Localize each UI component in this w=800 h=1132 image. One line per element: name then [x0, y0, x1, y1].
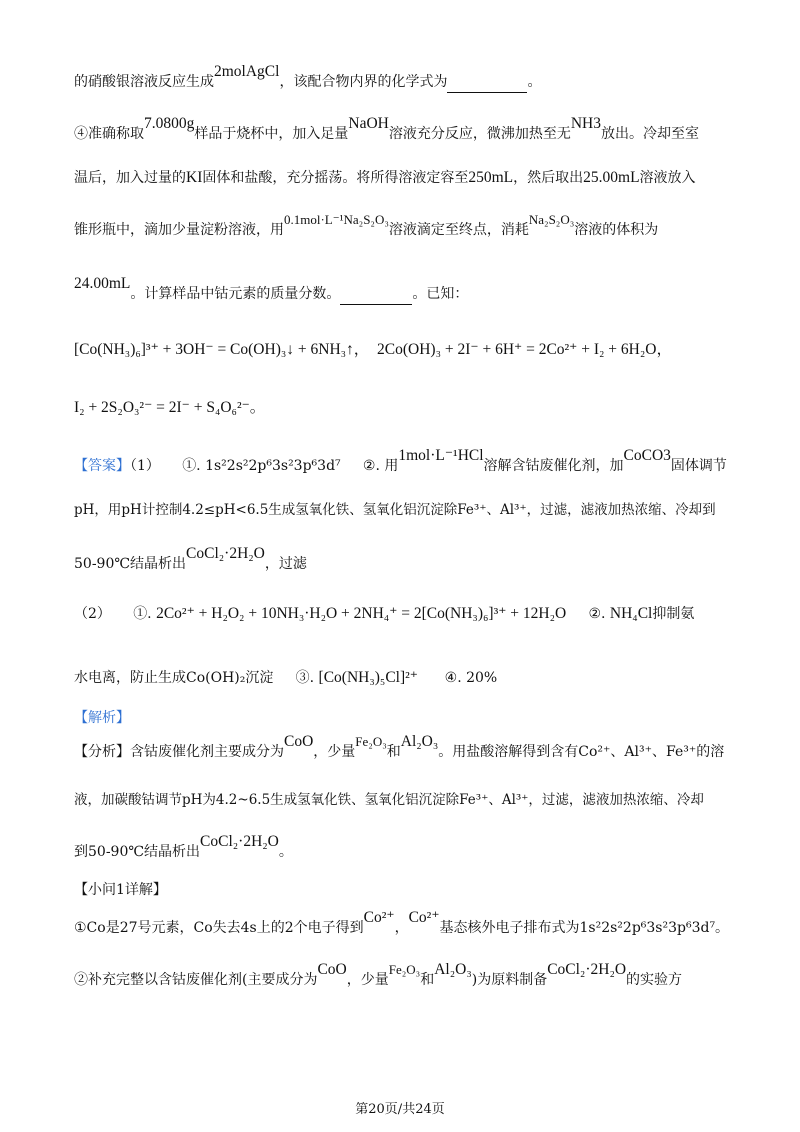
analysis-line	[74, 909, 760, 938]
text: 样品于烧杯中，加入足量	[194, 126, 349, 142]
sub-heading: 【小问1详解】	[74, 882, 167, 898]
formula: Na₂S₂O₃	[528, 212, 575, 227]
analysis-line	[74, 833, 760, 862]
text: 。计算样品中钴元素的质量分数。	[130, 286, 341, 302]
text: 固体调节	[670, 458, 727, 474]
page-footer: 第20页/共24页	[355, 1102, 445, 1117]
answer-blank	[340, 284, 412, 305]
formula: 24.00mL	[74, 275, 131, 292]
answer-blank	[447, 72, 527, 93]
text: 含钴废催化剂主要成分为	[130, 744, 284, 760]
formula: NH₄Cl	[609, 605, 653, 622]
formula: CoCl₂·2H₂O	[200, 833, 279, 850]
text: ，少量	[313, 744, 356, 760]
text: 的硝酸银溶液反应生成	[74, 74, 214, 90]
formula: 250mL	[468, 169, 514, 186]
analysis-line	[74, 790, 760, 810]
text: 溶液的体积为	[574, 222, 659, 238]
text: 。已知：	[412, 286, 469, 302]
answer-text: pH，用pH计控制4.2≤pH<6.5生成氢氧化铁、氢氧化铝沉淀除Fe³⁺、Al³⁺，过滤，滤液加热浓缩、冷却到	[74, 502, 716, 518]
answer-line	[74, 545, 760, 574]
analysis-heading	[74, 708, 760, 728]
text: ②. 用	[362, 458, 399, 474]
formula: 25.00mL	[583, 169, 640, 186]
answer-line	[74, 604, 760, 624]
text: 。	[249, 399, 266, 416]
text: 溶液滴定至终点，消耗	[388, 222, 529, 238]
text: 。	[527, 74, 542, 90]
analysis-line	[74, 733, 760, 762]
formula: CoCO3	[623, 447, 671, 464]
text: ，该配合物内界的化学式为	[279, 74, 448, 90]
text-line	[74, 115, 760, 144]
text: 溶液充分反应，微沸加热至无	[388, 126, 571, 142]
text: ，少量	[346, 972, 389, 988]
text: 放出。冷却至室	[600, 126, 699, 142]
text-line	[74, 168, 760, 188]
formula: CoO	[317, 961, 347, 978]
formula: Co²⁺	[408, 909, 440, 926]
formula: 2molAgCl	[214, 63, 280, 80]
text: ①.	[133, 606, 152, 622]
text: ，然后取出	[513, 170, 584, 186]
text: 50-90℃结晶析出	[74, 556, 187, 572]
formula: CoO	[284, 733, 314, 750]
equation: [Co(NH₃)₆]³⁺ + 3OH⁻ = Co(OH)₃↓ + 6NH₃↑，	[74, 341, 370, 358]
text: 温后，加入过量的	[74, 170, 186, 186]
formula: [Co(NH₃)₅Cl]²⁺	[318, 669, 418, 686]
equation: 2Co²⁺ + H₂O₂ + 10NH₃·H₂O + 2NH₄⁺ = 2[Co(NH₃)₆]³⁺ + 12H₂O	[156, 605, 567, 622]
text: 和	[420, 972, 435, 988]
text: 。	[278, 844, 293, 860]
text: 的实验方	[626, 972, 683, 988]
answer-text: ④. 20%	[444, 670, 498, 686]
formula: 0.1mol·L⁻¹Na₂S₂O₃	[284, 212, 389, 227]
text-line	[74, 275, 760, 305]
text: ②补充完整以含钴废催化剂(主要成分为	[74, 972, 318, 988]
equation: 2Co(OH)₃ + 2I⁻ + 6H⁺ = 2Co²⁺ + I₂ + 6H₂O，	[377, 341, 672, 358]
answer-label: 【答案】	[74, 458, 130, 474]
formula: Fe₂O₃	[388, 962, 421, 977]
answer-line	[74, 447, 760, 476]
equation-line	[74, 340, 760, 360]
part-number: （1）	[130, 458, 160, 474]
formula: 7.0800g	[144, 115, 195, 132]
text: 【分析】	[74, 744, 130, 760]
part-number: （2）	[74, 606, 111, 622]
text: ③.	[295, 670, 315, 686]
text: 溶解含钴废催化剂，加	[483, 458, 624, 474]
analysis-label: 【解析】	[74, 710, 130, 726]
formula: Co²⁺	[363, 909, 395, 926]
text: 到50-90℃结晶析出	[74, 844, 201, 860]
formula: Al₂O₃	[400, 733, 439, 750]
analysis-line	[74, 880, 760, 900]
text: ②.	[588, 606, 606, 622]
text: 抑制氨	[652, 606, 695, 622]
text: 锥形瓶中，滴加少量淀粉溶液，用	[74, 222, 284, 238]
text-line	[74, 63, 760, 93]
answer-text: 水电离，防止生成Co(OH)₂沉淀	[74, 670, 274, 686]
text: ①Co是27号元素，Co失去4s上的2个电子得到	[74, 920, 364, 936]
formula: 1mol·L⁻¹HCl	[398, 447, 484, 464]
formula: Fe₂O₃	[355, 734, 387, 749]
equation: I₂ + 2S₂O₃²⁻ = 2I⁻ + S₄O₆²⁻	[74, 399, 250, 416]
text: ，	[394, 920, 409, 936]
answer-text: ①. 1s²2s²2p⁶3s²3p⁶3d⁷	[182, 458, 341, 474]
formula: NH3	[570, 115, 601, 132]
formula: CoCl₂·2H₂O	[547, 961, 627, 978]
formula: CoCl₂·2H₂O	[186, 545, 265, 562]
text: 液，加碳酸钴调节pH为4.2~6.5生成氢氧化铁、氢氧化铝沉淀除Fe³⁺、Al³⁺，过滤，滤液加热浓缩、冷却	[74, 792, 704, 808]
text: ，过滤	[264, 556, 307, 572]
formula: KI	[186, 169, 203, 186]
answer-line	[74, 668, 760, 688]
text: 溶液放入	[639, 170, 696, 186]
analysis-line	[74, 961, 760, 990]
equation-line	[74, 398, 760, 418]
answer-line	[74, 500, 760, 520]
formula: Al₂O₃	[434, 961, 472, 978]
text: 。用盐酸溶解得到含有Co²⁺、Al³⁺、Fe³⁺的溶	[438, 744, 725, 760]
text: ④准确称取	[74, 126, 144, 142]
text: 基态核外电子排布式为1s²2s²2p⁶3s²3p⁶3d⁷。	[439, 920, 730, 936]
text: 和	[386, 744, 401, 760]
text-line	[74, 212, 760, 240]
formula: NaOH	[348, 115, 389, 132]
text: )为原料制备	[471, 972, 548, 988]
text: 固体和盐酸，充分摇荡。将所得溶液定容至	[202, 170, 469, 186]
